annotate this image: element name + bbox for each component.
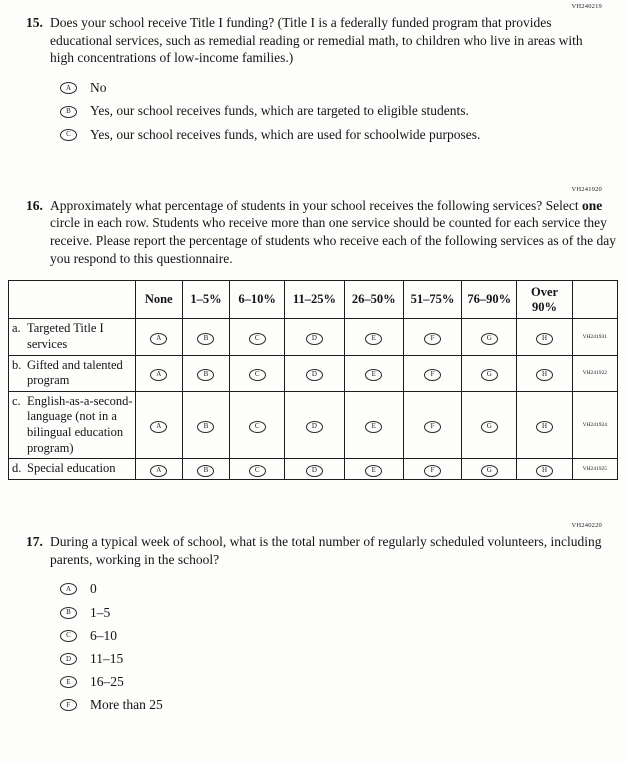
question-15-text: Does your school receive Title I funding? (Title I is a federally funded program that provides educational services, such as remedial reading or remedial math, to children who live in areas with high concentrations of low-income families.) [50,14,583,66]
answer-bubble[interactable] [197,333,214,345]
bubble-letter: A [156,466,162,475]
answer-bubble[interactable] [424,369,441,381]
section-question-17 [26,522,602,721]
bubble-cell[interactable] [285,319,344,355]
bubble-cell[interactable] [462,391,517,459]
bubble-letter: B [66,608,71,617]
bubble-letter: E [371,422,376,431]
bubble-cell[interactable] [344,319,403,355]
bubble-letter: H [542,370,548,379]
bubble-cell[interactable] [182,459,229,480]
bubble-cell[interactable] [462,459,517,480]
answer-bubble[interactable] [424,333,441,345]
row-label-text: Special education [27,461,116,476]
bubble-letter: E [371,334,376,343]
q17-option-1-5[interactable] [60,605,602,621]
code-column-header [572,280,617,319]
bubble-letter: F [430,334,435,343]
bubble-cell[interactable] [344,391,403,459]
bubble-cell[interactable] [517,355,572,391]
question-15 [26,14,602,150]
row-code: VH241924 [572,391,617,459]
answer-bubble[interactable] [60,129,77,141]
bubble-cell[interactable] [182,319,229,355]
bubble-cell[interactable] [344,459,403,480]
answer-bubble[interactable] [60,583,77,595]
table-row-esl [9,391,618,459]
answer-bubble[interactable] [306,369,323,381]
bubble-letter: C [254,422,260,431]
bubble-letter: A [65,584,72,593]
bubble-cell[interactable] [517,391,572,459]
answer-bubble[interactable] [249,333,266,345]
option-label: 1–5 [90,604,111,620]
section-question-15 [26,3,602,150]
answer-bubble[interactable] [536,333,553,345]
bubble-letter: B [66,107,71,116]
column-header-none: None [135,280,182,319]
bubble-letter: C [254,466,260,475]
row-code: VH241925 [572,459,617,480]
row-label [9,355,136,391]
answer-bubble[interactable] [306,421,323,433]
answer-bubble[interactable] [365,465,382,477]
bubble-letter: G [486,422,492,431]
answer-bubble[interactable] [60,676,77,688]
column-header-76-90: 76–90% [462,280,517,319]
bubble-cell[interactable] [135,355,182,391]
table-row-gifted-talented [9,355,618,391]
bubble-letter: D [311,370,317,379]
q17-option-more-than-25[interactable] [60,697,602,713]
option-label: No [90,80,107,96]
answer-bubble[interactable] [150,421,167,433]
q17-option-11-15[interactable] [60,651,602,667]
bubble-letter: B [203,422,209,431]
answer-bubble[interactable] [481,369,498,381]
q15-option-yes-schoolwide[interactable] [60,127,602,143]
bubble-letter: D [65,654,72,663]
question-17-code: VH240220 [571,521,602,529]
answer-bubble[interactable] [424,465,441,477]
bubble-letter: C [254,370,260,379]
answer-bubble[interactable] [60,630,77,642]
row-label [9,319,136,355]
bubble-cell[interactable] [517,459,572,480]
question-15-options [60,80,602,143]
question-17-options [60,581,602,713]
bubble-letter: F [66,700,71,709]
answer-bubble[interactable] [197,421,214,433]
bubble-letter: B [203,466,209,475]
row-prefix: a. [12,321,21,336]
row-prefix: d. [12,461,22,476]
row-label-text: English-as-a-second-language (not in a bilingual education program) [27,393,133,455]
question-17-body [50,533,602,721]
answer-bubble[interactable] [365,369,382,381]
column-header-26-50: 26–50% [344,280,403,319]
option-label: 16–25 [90,674,124,690]
question-16-number: 16. [26,197,43,213]
row-label-text: Gifted and talented program [27,357,123,388]
bubble-letter: H [542,466,548,475]
bubble-cell[interactable] [462,319,517,355]
column-header-11-25: 11–25% [285,280,344,319]
bubble-cell[interactable] [285,355,344,391]
bubble-letter: G [486,370,492,379]
bold-word: one [581,197,603,213]
column-header-over-90: Over 90% [517,280,572,319]
bubble-letter: G [486,334,492,343]
option-label: Yes, our school receives funds, which are targeted to eligible students. [90,103,469,119]
q17-option-16-25[interactable] [60,674,602,690]
column-header-51-75: 51–75% [403,280,461,319]
bubble-letter: F [430,466,435,475]
bubble-letter: G [486,466,492,475]
bubble-cell[interactable] [230,391,285,459]
bubble-cell[interactable] [403,355,461,391]
bubble-letter: E [371,466,376,475]
question-16 [12,197,617,480]
column-header-6-10: 6–10% [230,280,285,319]
row-code: VH241931 [572,319,617,355]
bubble-cell[interactable] [285,391,344,459]
option-label: 6–10 [90,627,117,643]
table-corner-cell [9,280,136,319]
bubble-letter: B [203,370,209,379]
bubble-cell[interactable] [135,319,182,355]
bubble-letter: D [311,334,317,343]
bubble-letter: A [156,370,162,379]
question-17-text: During a typical week of school, what is the total number of regularly scheduled volunteers, including parents, working in the school? [50,533,602,567]
bubble-cell[interactable] [403,391,461,459]
percentage-table [8,280,618,480]
answer-bubble[interactable] [365,333,382,345]
row-label-text: Targeted Title I services [27,321,104,351]
answer-bubble[interactable] [60,82,77,94]
bubble-letter: D [311,466,317,475]
row-prefix: c. [12,393,21,408]
answer-bubble[interactable] [536,465,553,477]
row-label [9,459,136,480]
q17-option-0[interactable] [60,581,602,597]
bubble-cell[interactable] [230,355,285,391]
question-17-number: 17. [26,533,43,549]
answer-bubble[interactable] [536,421,553,433]
answer-bubble[interactable] [249,369,266,381]
bubble-letter: H [542,422,548,431]
answer-bubble[interactable] [536,369,553,381]
table-header-row [9,280,618,319]
bubble-letter: C [66,130,71,139]
answer-bubble[interactable] [249,465,266,477]
bubble-cell[interactable] [135,459,182,480]
option-label: 11–15 [90,650,124,666]
bubble-cell[interactable] [182,355,229,391]
bubble-letter: F [430,370,435,379]
answer-bubble[interactable] [365,421,382,433]
row-code: VH241922 [572,355,617,391]
bubble-cell[interactable] [462,355,517,391]
bubble-letter: C [254,334,260,343]
bubble-cell[interactable] [182,391,229,459]
answer-bubble[interactable] [306,465,323,477]
answer-bubble[interactable] [481,421,498,433]
bubble-cell[interactable] [403,319,461,355]
answer-bubble[interactable] [150,465,167,477]
answer-bubble[interactable] [197,465,214,477]
row-label [9,391,136,459]
answer-bubble[interactable] [60,607,77,619]
answer-bubble[interactable] [306,333,323,345]
table-row-special-education [9,459,618,480]
answer-bubble[interactable] [150,333,167,345]
answer-bubble[interactable] [197,369,214,381]
section-question-16 [12,185,617,480]
bubble-letter: H [542,334,548,343]
column-header-1-5: 1–5% [182,280,229,319]
bubble-letter: E [371,370,376,379]
option-label: More than 25 [90,697,163,713]
bubble-cell[interactable] [230,459,285,480]
bubble-letter: A [156,422,162,431]
question-16-code: VH241920 [571,185,602,193]
answer-bubble[interactable] [150,369,167,381]
answer-bubble[interactable] [60,106,77,118]
answer-bubble[interactable] [249,421,266,433]
bubble-letter: F [430,422,435,431]
q17-option-6-10[interactable] [60,628,602,644]
bubble-letter: A [65,83,72,92]
row-prefix: b. [12,357,22,372]
option-label: Yes, our school receives funds, which are used for schoolwide purposes. [90,126,481,142]
answer-bubble[interactable] [60,699,77,711]
q15-option-yes-targeted[interactable] [60,103,602,119]
question-15-number: 15. [26,14,43,30]
table-row-targeted-title-1 [9,319,618,355]
bubble-letter: A [156,334,162,343]
bubble-cell[interactable] [344,355,403,391]
option-label: 0 [90,581,97,597]
answer-bubble[interactable] [60,653,77,665]
bubble-cell[interactable] [517,319,572,355]
bubble-cell[interactable] [285,459,344,480]
question-17 [26,533,602,721]
bubble-letter: D [311,422,317,431]
answer-bubble[interactable] [481,333,498,345]
question-15-body [50,14,602,150]
bubble-cell[interactable] [135,391,182,459]
answer-bubble[interactable] [481,465,498,477]
bubble-letter: E [66,677,71,686]
q15-option-no[interactable] [60,80,602,96]
question-15-code: VH240219 [571,3,602,10]
answer-bubble[interactable] [424,421,441,433]
bubble-letter: B [203,334,209,343]
bubble-cell[interactable] [403,459,461,480]
bubble-letter: C [66,631,71,640]
bubble-cell[interactable] [230,319,285,355]
question-16-text: Approximately what percentage of students in your school receives the following services? Select one circle in each row. Students who receive more than one service should be counted for each service they receive. Please report the percentage of students who receive each of the following services as of the day you respond to this questionnaire. [50,197,617,267]
